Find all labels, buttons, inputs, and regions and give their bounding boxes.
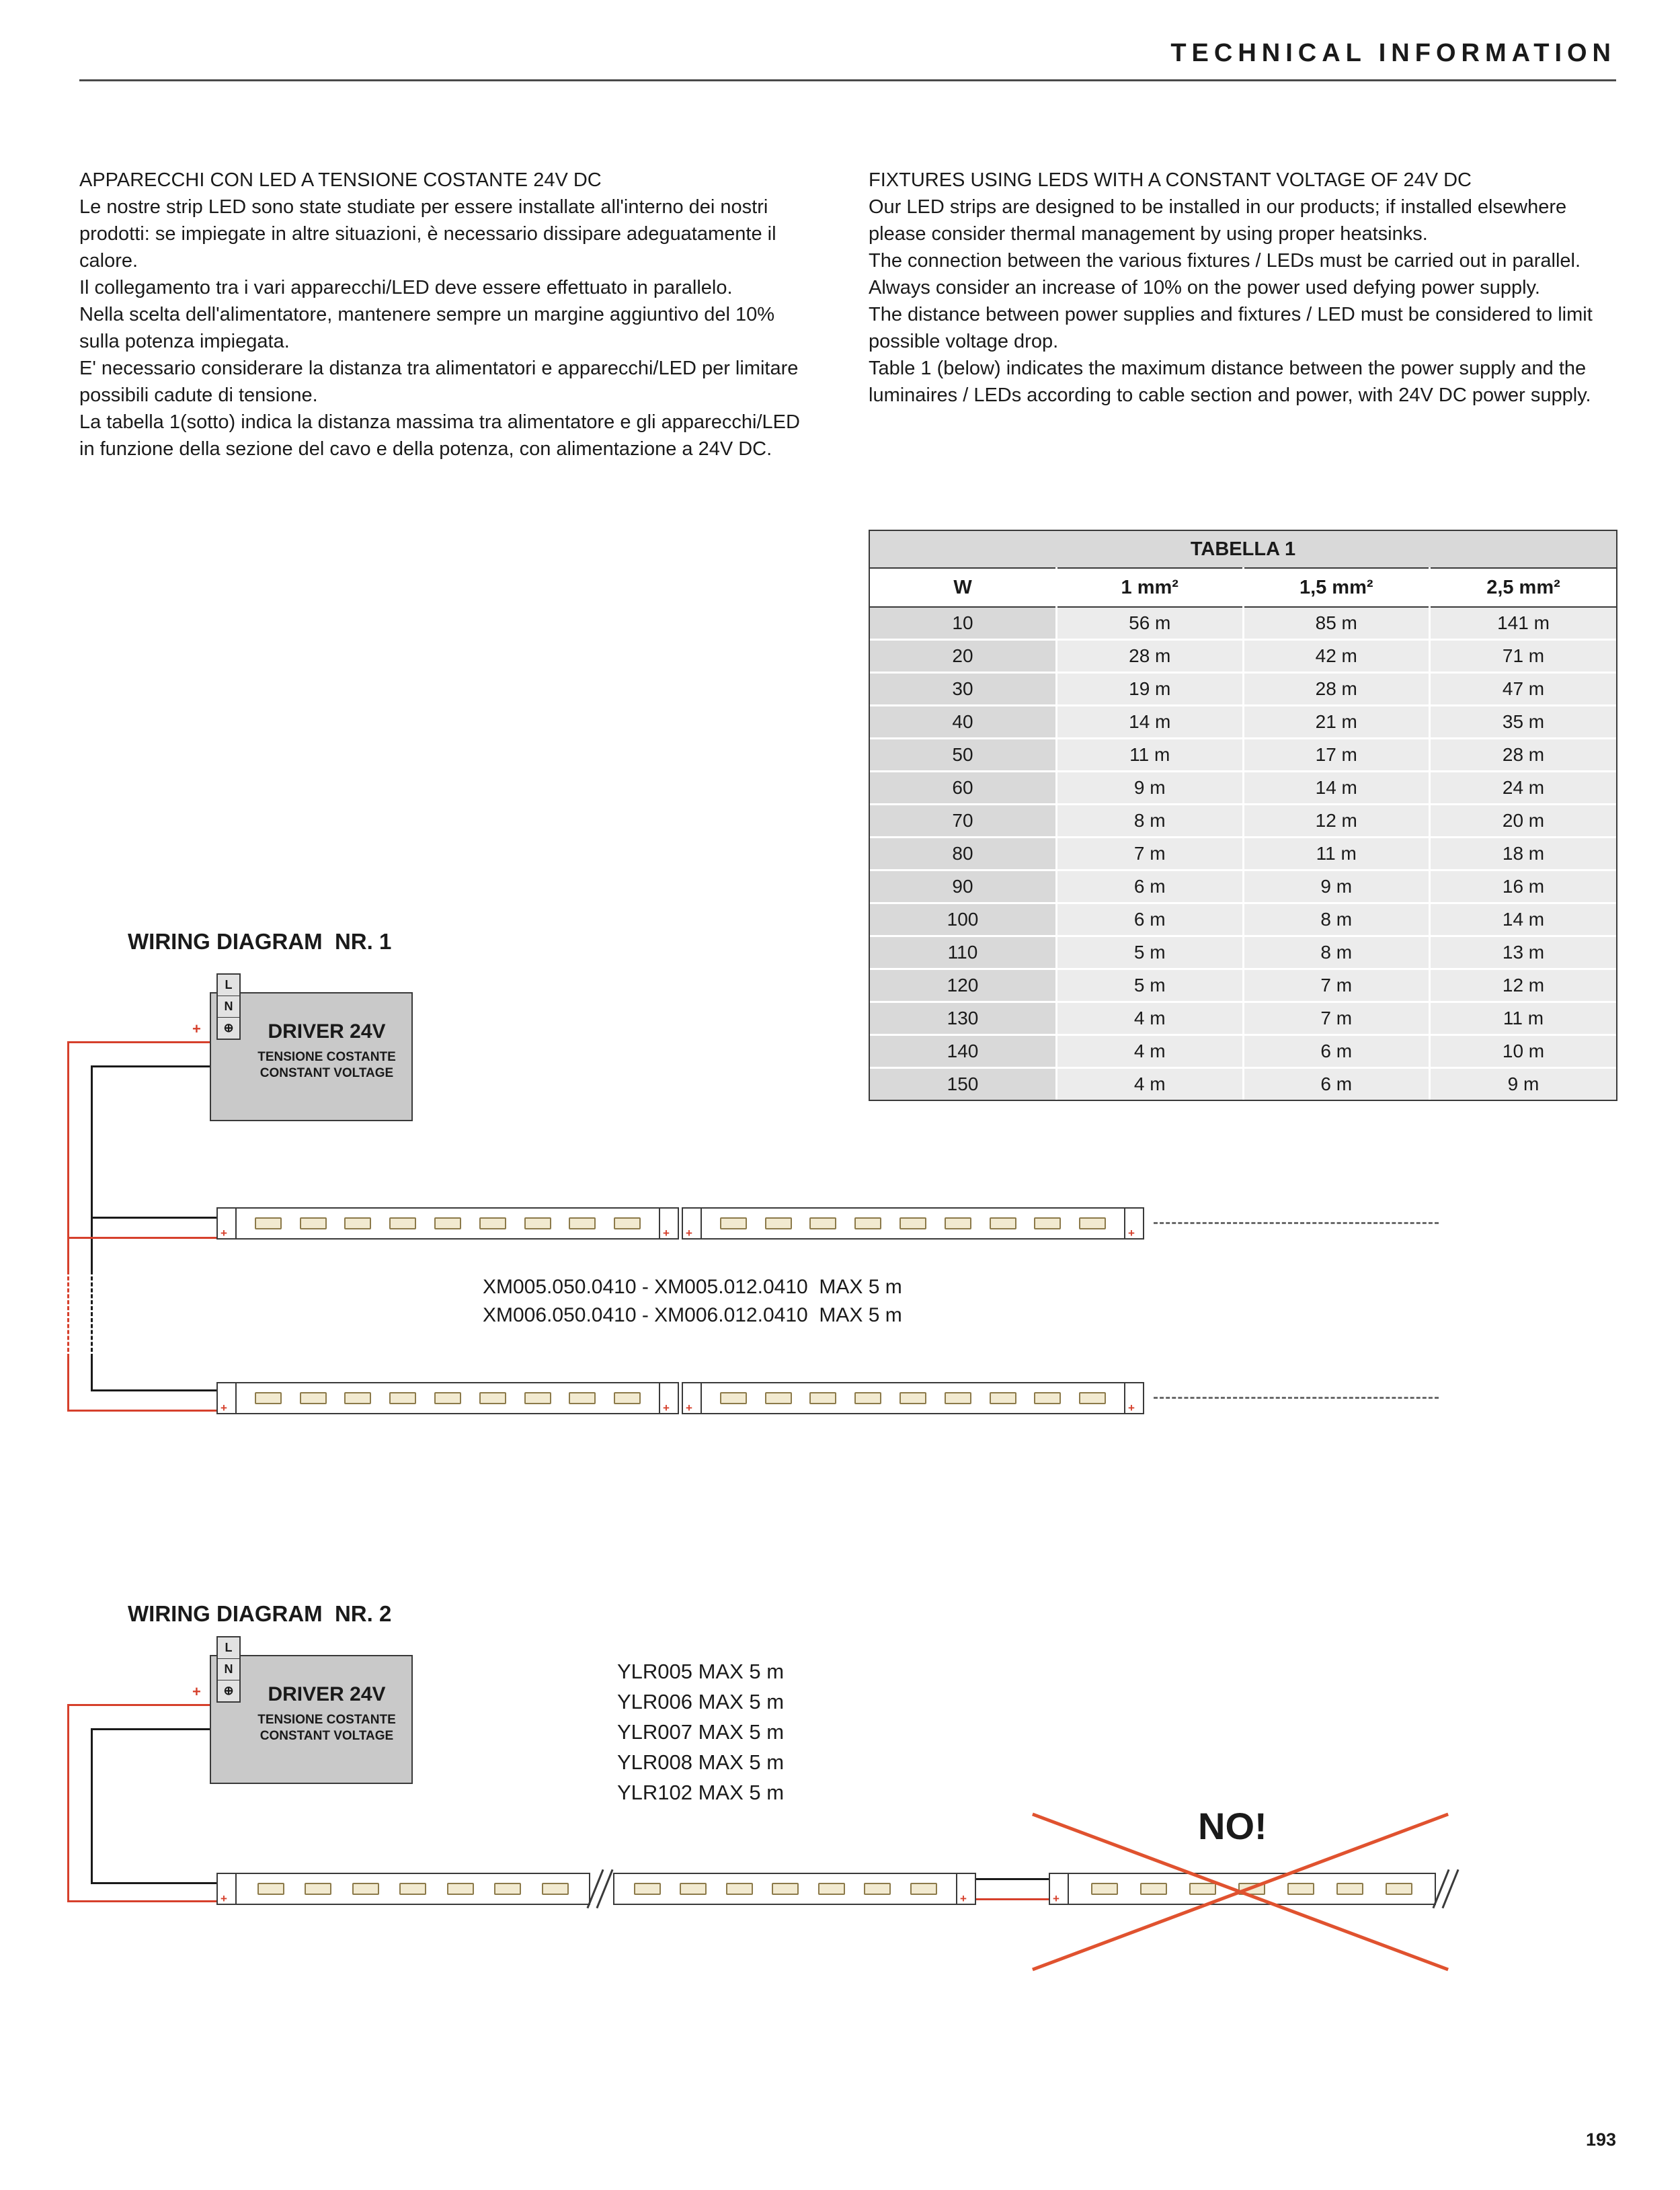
- led-pads: [702, 1209, 1124, 1238]
- page-title: TECHNICAL INFORMATION: [1170, 39, 1616, 67]
- cell-watt: 90: [870, 870, 1057, 903]
- intro-title-english: FIXTURES USING LEDS WITH A CONSTANT VOLTAGE OF 24V DC: [869, 169, 1472, 191]
- cell-watt: 50: [870, 739, 1057, 772]
- wire-red: [67, 1900, 216, 1902]
- terminal-earth-icon: ⊕: [223, 1021, 234, 1035]
- strip-connector: [1124, 1209, 1143, 1238]
- led-pad: [257, 1883, 284, 1895]
- cell-watt: 10: [870, 607, 1057, 640]
- led-pad: [399, 1883, 426, 1895]
- cell-distance: 12 m: [1430, 969, 1617, 1002]
- cell-distance: 4 m: [1057, 1068, 1244, 1100]
- page-number: 193: [1585, 2130, 1616, 2150]
- intro-column-italian: [79, 167, 819, 462]
- led-pad: [352, 1883, 379, 1895]
- strip-code-label: YLR005 MAX 5 m: [617, 1660, 785, 1683]
- table-row: [870, 805, 1616, 838]
- strip-break-mark: [1441, 1869, 1459, 1909]
- cell-watt: 100: [870, 903, 1057, 936]
- driver-subtitle-en: CONSTANT VOLTAGE: [259, 1729, 394, 1743]
- led-pad: [1140, 1883, 1167, 1895]
- led-pad: [479, 1392, 506, 1404]
- table-row: [870, 772, 1616, 805]
- led-pad: [447, 1883, 474, 1895]
- led-pad: [614, 1392, 641, 1404]
- led-strip-segment: [613, 1873, 976, 1905]
- cell-distance: 9 m: [1430, 1068, 1617, 1100]
- cell-distance: 7 m: [1057, 838, 1244, 870]
- table-row: [870, 739, 1616, 772]
- led-pad: [1079, 1217, 1106, 1229]
- terminal-n: N: [218, 1659, 239, 1680]
- strip-connector: [683, 1209, 702, 1238]
- plus-mark: +: [663, 1402, 670, 1414]
- tabella-1-frame: [869, 530, 1617, 1101]
- wire-black: [91, 1882, 216, 1884]
- table-row: [870, 640, 1616, 673]
- led-pad: [634, 1883, 661, 1895]
- cell-distance: 6 m: [1057, 870, 1244, 903]
- led-pad: [765, 1392, 792, 1404]
- wire-black: [91, 1358, 93, 1391]
- cell-distance: 5 m: [1057, 936, 1244, 969]
- led-pad: [1079, 1392, 1106, 1404]
- wire-red: [67, 1041, 69, 1270]
- led-strip-segment: [682, 1207, 1144, 1240]
- table-row: [870, 1068, 1616, 1100]
- plus-mark: +: [686, 1227, 692, 1240]
- intro-paragraph-italian: Le nostre strip LED sono state studiate per essere installate all'interno dei nostri prodotti: se impiegate in altre situazioni, è necessario dissipare adeguatamente il calore.: [79, 196, 776, 272]
- cell-distance: 56 m: [1057, 607, 1244, 640]
- driver-labels: [246, 1683, 407, 1744]
- led-pad: [300, 1217, 327, 1229]
- led-strip-segment: [682, 1382, 1144, 1414]
- led-strip-segment: [216, 1207, 679, 1240]
- wiring-diagram-2-heading: WIRING DIAGRAM NR. 2: [128, 1601, 392, 1626]
- intro-paragraph-english: The distance between power supplies and fixtures / LED must be considered to limit possible voltage drop.: [869, 304, 1593, 352]
- wire-red: [67, 1704, 69, 1902]
- cell-watt: 60: [870, 772, 1057, 805]
- table-row: [870, 838, 1616, 870]
- strip-connector: [218, 1209, 237, 1238]
- cell-distance: 19 m: [1057, 673, 1244, 706]
- strip-break-mark: [596, 1869, 613, 1909]
- strip-code-label: YLR008 MAX 5 m: [617, 1750, 785, 1774]
- cell-distance: 85 m: [1243, 607, 1430, 640]
- led-pad: [899, 1217, 926, 1229]
- terminal-l: L: [218, 975, 239, 996]
- cell-watt: 140: [870, 1035, 1057, 1068]
- intro-paragraph-italian: Nella scelta dell'alimentatore, mantenere sempre un margine aggiuntivo del 10% sulla potenza impiegata.: [79, 304, 775, 352]
- strip-code-label: XM006.050.0410 - XM006.012.0410 MAX 5 m: [483, 1304, 902, 1326]
- plus-mark: +: [221, 1227, 227, 1240]
- intro-paragraph-english: The connection between the various fixtures / LEDs must be carried out in parallel.: [869, 250, 1581, 272]
- wire-red: [67, 1704, 210, 1706]
- diagram1-labels: [483, 1273, 902, 1330]
- led-pad: [344, 1392, 371, 1404]
- driver-24v-box-2: [210, 1641, 413, 1784]
- wire-black-series: [976, 1878, 1049, 1880]
- cell-distance: 6 m: [1057, 903, 1244, 936]
- table-title-row: [870, 531, 1616, 568]
- led-pad: [945, 1217, 971, 1229]
- plus-mark: +: [960, 1892, 967, 1905]
- table-row: [870, 1035, 1616, 1068]
- plus-mark: +: [1128, 1227, 1135, 1240]
- cell-watt: 40: [870, 706, 1057, 739]
- led-pad: [765, 1217, 792, 1229]
- strip-connector: [1124, 1383, 1143, 1413]
- terminal-earth-icon: ⊕: [223, 1684, 234, 1697]
- led-pad: [524, 1392, 551, 1404]
- col-header-1mm2: 1 mm²: [1057, 568, 1244, 607]
- cell-distance: 28 m: [1430, 739, 1617, 772]
- led-pad: [1386, 1883, 1412, 1895]
- header-rule: [79, 79, 1616, 81]
- cell-distance: 4 m: [1057, 1002, 1244, 1035]
- cell-distance: 9 m: [1057, 772, 1244, 805]
- strip-continuation-dashes: [1154, 1222, 1439, 1224]
- wire-red: [67, 1358, 69, 1412]
- intro-paragraph-italian: La tabella 1(sotto) indica la distanza massima tra alimentatore e gli apparecchi/LED in funzione della sezione del cavo e della potenza, con alimentazione a 24V DC.: [79, 411, 800, 460]
- wire-black: [91, 1728, 93, 1884]
- col-header-1-5mm2: 1,5 mm²: [1243, 568, 1430, 607]
- wire-red: [67, 1410, 216, 1412]
- plus-mark: +: [221, 1402, 227, 1414]
- strip-code-label: XM005.050.0410 - XM005.012.0410 MAX 5 m: [483, 1276, 902, 1298]
- led-pad: [818, 1883, 845, 1895]
- cell-distance: 7 m: [1243, 1002, 1430, 1035]
- cell-distance: 10 m: [1430, 1035, 1617, 1068]
- cell-distance: 24 m: [1430, 772, 1617, 805]
- led-pad: [899, 1392, 926, 1404]
- plus-mark: +: [1053, 1892, 1059, 1905]
- led-pad: [255, 1217, 282, 1229]
- cell-distance: 21 m: [1243, 706, 1430, 739]
- cell-distance: 7 m: [1243, 969, 1430, 1002]
- cell-distance: 14 m: [1430, 903, 1617, 936]
- driver-subtitle-en: CONSTANT VOLTAGE: [259, 1066, 394, 1080]
- driver-subtitle-it: TENSIONE COSTANTE: [257, 1713, 396, 1727]
- table-body: [870, 607, 1616, 1100]
- cell-distance: 5 m: [1057, 969, 1244, 1002]
- strip-connector: [218, 1383, 237, 1413]
- table-title: TABELLA 1: [870, 531, 1616, 568]
- led-pad: [720, 1392, 747, 1404]
- intro-paragraph-english: Our LED strips are designed to be installed in our products; if installed elsewhere please consider thermal management by using proper heatsinks.: [869, 196, 1567, 245]
- cell-distance: 6 m: [1243, 1068, 1430, 1100]
- no-label: NO!: [1198, 1805, 1267, 1847]
- strip-continuation-dashes: [1154, 1397, 1439, 1399]
- led-pad: [300, 1392, 327, 1404]
- cell-distance: 18 m: [1430, 838, 1617, 870]
- table-row: [870, 673, 1616, 706]
- wire-black: [91, 1389, 216, 1391]
- cell-distance: 71 m: [1430, 640, 1617, 673]
- table-row: [870, 607, 1616, 640]
- cell-distance: 8 m: [1243, 936, 1430, 969]
- led-pad: [680, 1883, 707, 1895]
- driver-title: DRIVER 24V: [268, 1683, 386, 1705]
- cell-watt: 120: [870, 969, 1057, 1002]
- wire-black: [91, 1217, 216, 1219]
- led-pad: [945, 1392, 971, 1404]
- strip-connector: [683, 1383, 702, 1413]
- cell-distance: 11 m: [1243, 838, 1430, 870]
- col-header-watt: W: [870, 568, 1057, 607]
- wire-red-series: [976, 1898, 1049, 1900]
- mains-terminal-block: [216, 1636, 241, 1703]
- driver-title: DRIVER 24V: [268, 1020, 386, 1043]
- plus-mark: +: [221, 1892, 227, 1905]
- cell-watt: 130: [870, 1002, 1057, 1035]
- cell-distance: 14 m: [1243, 772, 1430, 805]
- cell-distance: 141 m: [1430, 607, 1617, 640]
- cell-distance: 28 m: [1243, 673, 1430, 706]
- strip-connector: [659, 1209, 678, 1238]
- cell-distance: 13 m: [1430, 936, 1617, 969]
- led-pad: [542, 1883, 569, 1895]
- plus-mark: +: [192, 1683, 201, 1700]
- led-pad: [1189, 1883, 1216, 1895]
- strip-connector: [956, 1874, 975, 1904]
- led-pad: [1034, 1392, 1061, 1404]
- led-pads: [702, 1383, 1124, 1413]
- wire-black: [91, 1728, 210, 1730]
- intro-paragraphs-english: [869, 194, 1618, 409]
- intro-paragraph-english: Table 1 (below) indicates the maximum distance between the power supply and the luminaires / LEDs according to cable section and power, with 24V DC power supply.: [869, 358, 1591, 406]
- led-pad: [344, 1217, 371, 1229]
- plus-mark: +: [686, 1402, 692, 1414]
- led-pad: [854, 1217, 881, 1229]
- intro-paragraphs-italian: [79, 194, 819, 462]
- led-pad: [809, 1217, 836, 1229]
- led-pad: [1336, 1883, 1363, 1895]
- led-pad: [255, 1392, 282, 1404]
- cell-distance: 8 m: [1243, 903, 1430, 936]
- cell-watt: 150: [870, 1068, 1057, 1100]
- led-pad: [569, 1217, 596, 1229]
- max-distance-table: [870, 531, 1616, 1100]
- led-pads: [237, 1209, 659, 1238]
- led-pad: [809, 1392, 836, 1404]
- led-strip-segment: [216, 1382, 679, 1414]
- led-pad: [720, 1217, 747, 1229]
- led-pads: [614, 1874, 956, 1904]
- cell-watt: 20: [870, 640, 1057, 673]
- cell-distance: 16 m: [1430, 870, 1617, 903]
- intro-paragraph-italian: Il collegamento tra i vari apparecchi/LED deve essere effettuato in parallelo.: [79, 277, 733, 298]
- led-pad: [1287, 1883, 1314, 1895]
- cell-watt: 80: [870, 838, 1057, 870]
- led-pad: [726, 1883, 753, 1895]
- strip-code-label: YLR102 MAX 5 m: [617, 1781, 785, 1804]
- plus-mark: +: [192, 1020, 201, 1037]
- led-pad: [990, 1392, 1016, 1404]
- table-row: [870, 870, 1616, 903]
- cell-distance: 14 m: [1057, 706, 1244, 739]
- cell-distance: 12 m: [1243, 805, 1430, 838]
- intro-paragraph-english: Always consider an increase of 10% on the power used defying power supply.: [869, 277, 1540, 298]
- led-pad: [434, 1217, 461, 1229]
- table-row: [870, 936, 1616, 969]
- strip-connector: [659, 1383, 678, 1413]
- intro-column-english: [869, 167, 1618, 409]
- table-header-row: [870, 568, 1616, 607]
- diagram2-labels: [617, 1656, 784, 1808]
- wire-black-dashed: [91, 1270, 93, 1358]
- cell-distance: 17 m: [1243, 739, 1430, 772]
- wire-black: [91, 1065, 93, 1270]
- led-strip-segment: [216, 1873, 590, 1905]
- led-pad: [305, 1883, 331, 1895]
- wire-red: [67, 1041, 210, 1043]
- strip-code-label: YLR007 MAX 5 m: [617, 1720, 785, 1744]
- table-row: [870, 903, 1616, 936]
- driver-subtitle-it: TENSIONE COSTANTE: [257, 1050, 396, 1064]
- wiring-diagram-1-heading: WIRING DIAGRAM NR. 1: [128, 929, 392, 954]
- plus-mark: +: [663, 1227, 670, 1240]
- cell-distance: 28 m: [1057, 640, 1244, 673]
- led-pad: [854, 1392, 881, 1404]
- col-header-2-5mm2: 2,5 mm²: [1430, 568, 1617, 607]
- strip-connector: [218, 1874, 237, 1904]
- cell-distance: 11 m: [1057, 739, 1244, 772]
- mains-terminal-block: [216, 973, 241, 1040]
- cell-distance: 8 m: [1057, 805, 1244, 838]
- cell-distance: 11 m: [1430, 1002, 1617, 1035]
- intro-title-italian: APPARECCHI CON LED A TENSIONE COSTANTE 24V DC: [79, 169, 602, 191]
- cell-distance: 20 m: [1430, 805, 1617, 838]
- cell-distance: 47 m: [1430, 673, 1617, 706]
- led-pad: [1091, 1883, 1118, 1895]
- cell-distance: 6 m: [1243, 1035, 1430, 1068]
- terminal-l: L: [218, 1637, 239, 1659]
- cell-distance: 9 m: [1243, 870, 1430, 903]
- led-pad: [864, 1883, 891, 1895]
- led-pad: [434, 1392, 461, 1404]
- table-row: [870, 1002, 1616, 1035]
- driver-24v-box-1: [210, 978, 413, 1121]
- cell-watt: 30: [870, 673, 1057, 706]
- led-pad: [524, 1217, 551, 1229]
- led-pad: [479, 1217, 506, 1229]
- led-pad: [910, 1883, 937, 1895]
- strip-code-label: YLR006 MAX 5 m: [617, 1690, 785, 1713]
- cell-distance: 4 m: [1057, 1035, 1244, 1068]
- cell-distance: 35 m: [1430, 706, 1617, 739]
- table-row: [870, 969, 1616, 1002]
- led-pads: [237, 1383, 659, 1413]
- led-pad: [614, 1217, 641, 1229]
- led-pad: [389, 1392, 416, 1404]
- strip-connector: [1050, 1874, 1069, 1904]
- wire-red-dashed: [67, 1270, 69, 1358]
- led-pad: [389, 1217, 416, 1229]
- led-pad: [569, 1392, 596, 1404]
- led-pad: [494, 1883, 521, 1895]
- wire-red: [67, 1237, 216, 1239]
- led-pads: [237, 1874, 589, 1904]
- cell-watt: 70: [870, 805, 1057, 838]
- cell-watt: 110: [870, 936, 1057, 969]
- driver-labels: [246, 1020, 407, 1081]
- led-pad: [772, 1883, 799, 1895]
- terminal-n: N: [218, 996, 239, 1018]
- table-row: [870, 706, 1616, 739]
- led-pad: [1034, 1217, 1061, 1229]
- plus-mark: +: [1128, 1402, 1135, 1414]
- wire-black: [91, 1065, 210, 1067]
- led-pad: [990, 1217, 1016, 1229]
- cell-distance: 42 m: [1243, 640, 1430, 673]
- intro-paragraph-italian: E' necessario considerare la distanza tra alimentatori e apparecchi/LED per limitare possibili cadute di tensione.: [79, 358, 799, 406]
